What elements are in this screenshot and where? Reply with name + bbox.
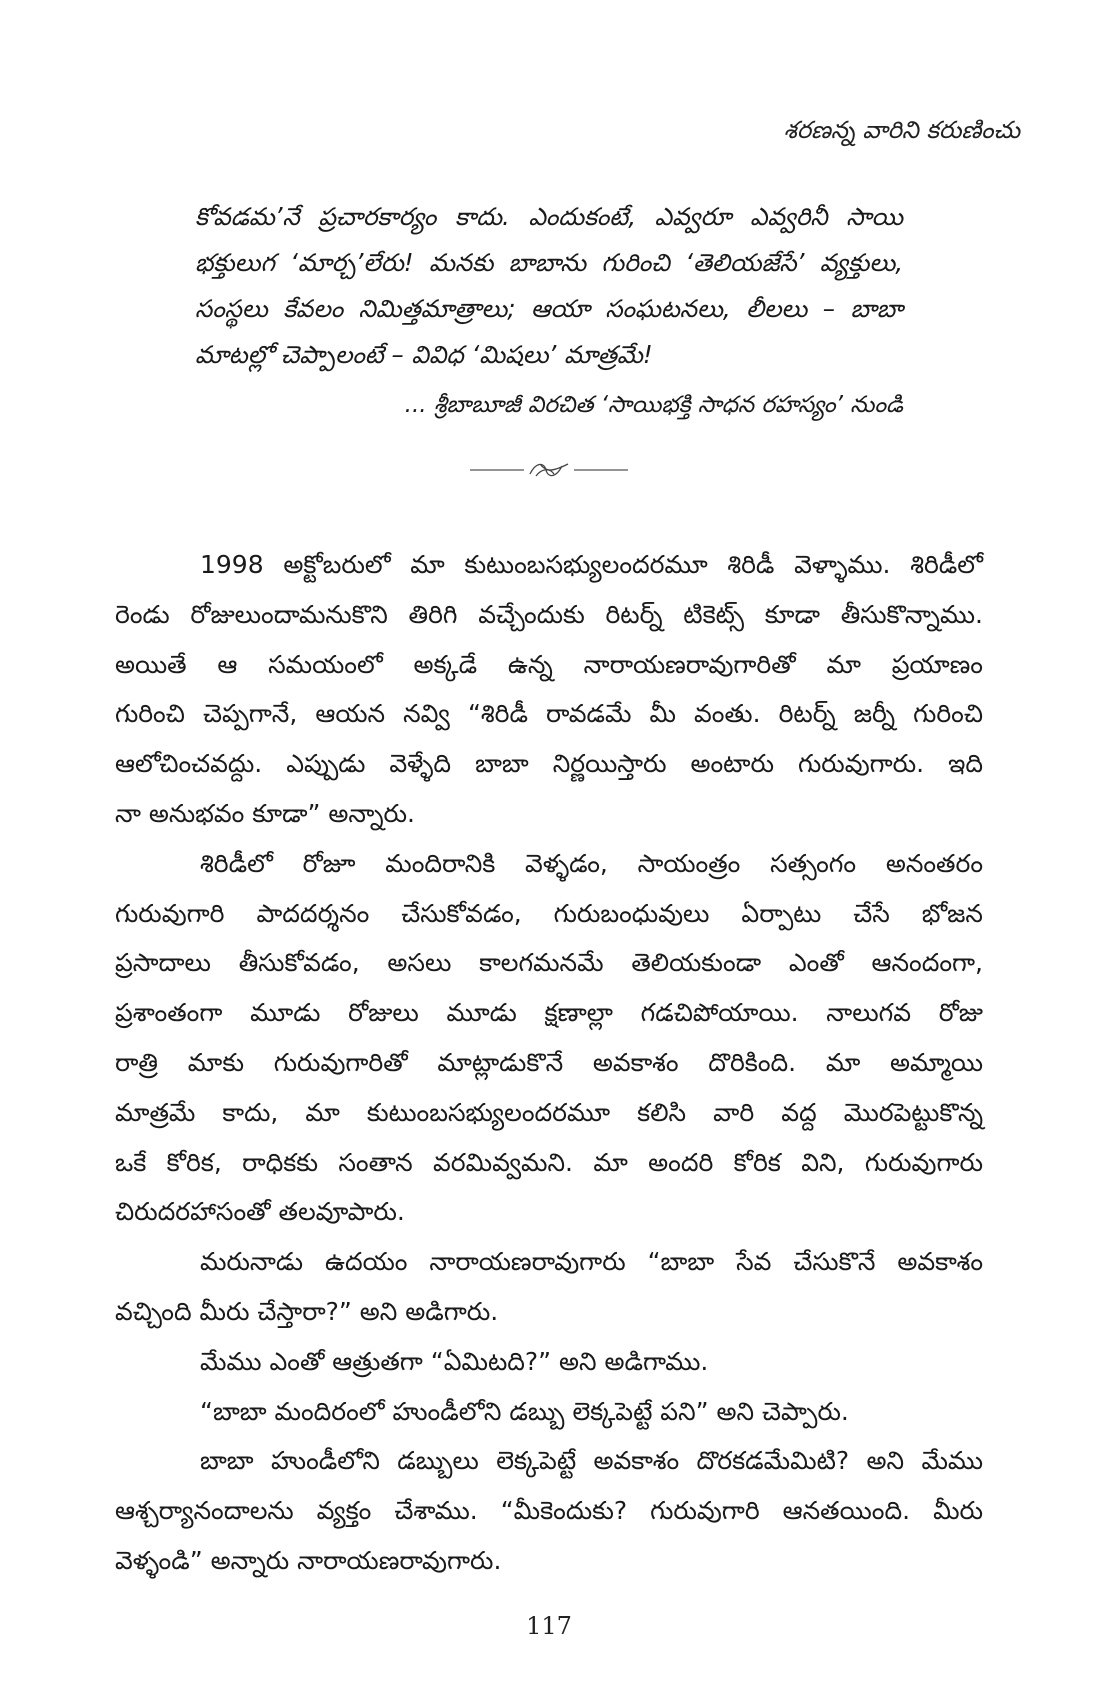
body-line: గురించి చెప్పగానే, ఆయన నవ్వి “శిరిడీ రావడమే మీ వంతు. రిటర్న్ జర్నీ గురించి <box>115 699 983 729</box>
epigraph-block <box>195 194 903 378</box>
epigraph-line: కోవడమ’నే ప్రచారకార్యం కాదు. ఎందుకంటే, ఎవ్వరూ ఎవ్వరినీ సాయి <box>195 202 903 231</box>
body-line: రెండు రోజులుందామనుకొని తిరిగి వచ్చేందుకు రిటర్న్ టికెట్స్ కూడా తీసుకొన్నాము. <box>115 599 983 629</box>
section-divider-ornament-icon <box>470 458 628 482</box>
body-line: బాబా హుండీలోని డబ్బులు లెక్కపెట్టే అవకాశం దొరకడమేమిటి? అని మేము <box>200 1446 983 1476</box>
body-line: మాత్రమే కాదు, మా కుటుంబసభ్యులందరమూ కలిసి వారి వద్ద మొరపెట్టుకొన్న <box>115 1097 983 1127</box>
body-line: గురువుగారి పాదదర్శనం చేసుకోవడం, గురుబంధువులు ఏర్పాటు చేసే భోజన <box>115 898 983 928</box>
body-line: శిరిడీలో రోజూ మందిరానికి వెళ్ళడం, సాయంత్రం సత్సంగం అనంతరం <box>200 848 983 878</box>
running-header: శరణన్న వారిని కరుణించు <box>783 116 1020 144</box>
body-text <box>115 540 983 1586</box>
body-line: రాత్రి మాకు గురువుగారితో మాట్లాడుకొనే అవకాశం దొరికింది. మా అమ్మాయి <box>115 1047 983 1077</box>
body-line: వెళ్ళండి” అన్నారు నారాయణరావుగారు. <box>115 1545 502 1575</box>
body-line: “బాబా మందిరంలో హుండీలోని డబ్బు లెక్కపెట్టే పని” అని చెప్పారు. <box>200 1396 849 1426</box>
body-line: ఆలోచించవద్దు. ఎప్పుడు వెళ్ళేది బాబా నిర్ణయిస్తారు అంటారు గురువుగారు. ఇది <box>115 749 983 779</box>
body-line: మరునాడు ఉదయం నారాయణరావుగారు “బాబా సేవ చేసుకొనే అవకాశం <box>200 1247 983 1277</box>
body-line: ఒకే కోరిక, రాధికకు సంతాన వరమివ్వమని. మా అందరి కోరిక విని, గురువుగారు <box>115 1147 983 1177</box>
body-line: చిరుదరహాసంతో తలవూపారు. <box>115 1197 405 1227</box>
epigraph-line: భక్తులుగ ‘మార్చ’లేరు! మనకు బాబాను గురించి ‘తెలియజేసే’ వ్యక్తులు, <box>195 248 903 277</box>
body-line: ప్రసాదాలు తీసుకోవడం, అసలు కాలగమనమే తెలియకుండా ఎంతో ఆనందంగా, <box>115 948 983 978</box>
body-line: మేము ఎంతో ఆత్రుతగా “ఏమిటది?” అని అడిగాము. <box>200 1346 709 1376</box>
epigraph-attribution: ... శ్రీబాబూజీ విరచిత ‘సాయిభక్తి సాధన రహస్యం’ నుండి <box>404 392 903 418</box>
body-line: 1998 అక్టోబరులో మా కుటుంబసభ్యులందరమూ శిరిడీ వెళ్ళాము. శిరిడీలో <box>200 550 983 579</box>
body-line: అయితే ఆ సమయంలో అక్కడే ఉన్న నారాయణరావుగారితో మా ప్రయాణం <box>115 649 983 679</box>
body-line: నా అనుభవం కూడా” అన్నారు. <box>115 798 415 828</box>
page-number: 117 <box>526 1612 572 1640</box>
epigraph-line: మాటల్లో చెప్పాలంటే – వివిధ ‘మిషలు’ మాత్రమే! <box>195 340 653 369</box>
body-line: వచ్చింది మీరు చేస్తారా?” అని అడిగారు. <box>115 1296 499 1326</box>
epigraph-line: సంస్థలు కేవలం నిమిత్తమాత్రాలు; ఆయా సంఘటనలు, లీలలు – బాబా <box>195 294 903 323</box>
body-line: ప్రశాంతంగా మూడు రోజులు మూడు క్షణాల్లా గడచిపోయాయి. నాలుగవ రోజు <box>115 998 983 1028</box>
body-line: ఆశ్చర్యానందాలను వ్యక్తం చేశాము. “మీకెందుకు? గురువుగారి ఆనతయింది. మీరు <box>115 1496 983 1526</box>
